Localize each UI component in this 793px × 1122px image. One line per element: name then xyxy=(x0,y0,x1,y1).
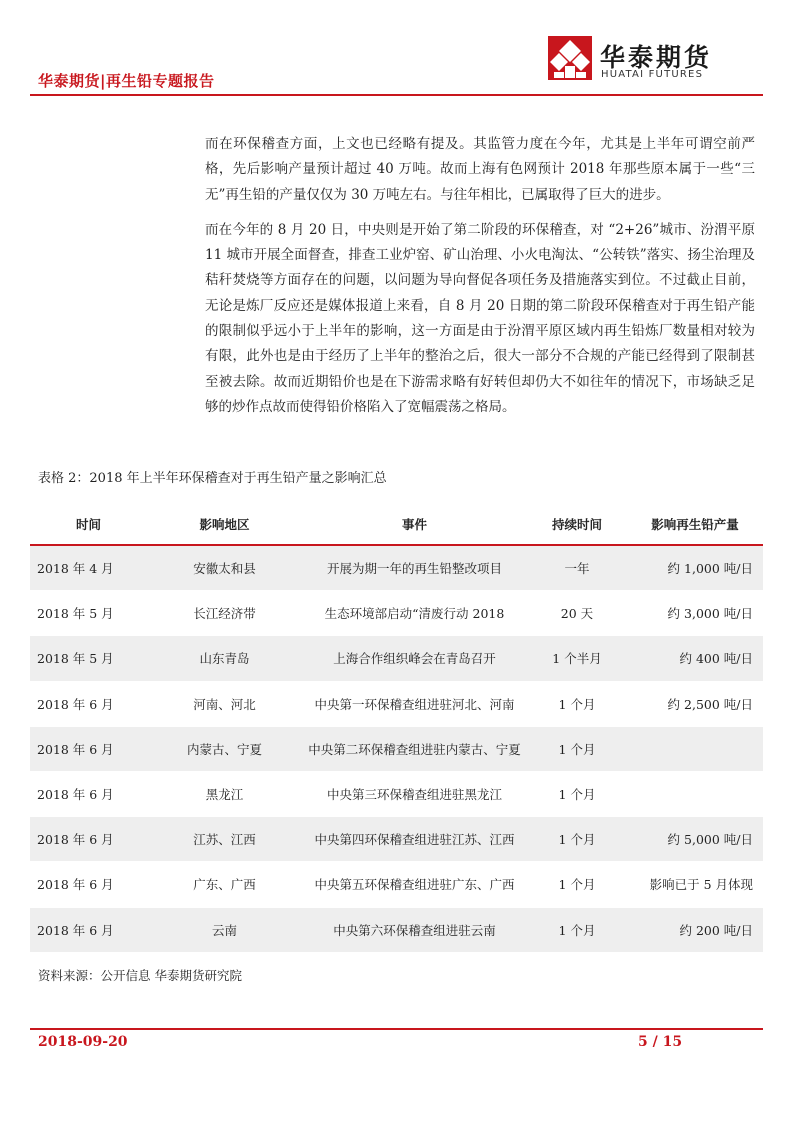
cell-region: 黑龙江 xyxy=(205,787,244,803)
table-row xyxy=(30,545,763,591)
data-source-note: 资料来源：公开信息 华泰期货研究院 xyxy=(38,968,242,983)
table-row xyxy=(30,862,763,907)
cell-duration: 1 个月 xyxy=(558,787,596,803)
cell-impact: 约 200 吨/日 xyxy=(679,922,753,938)
table-caption: 表格 2：2018 年上半年环保稽查对于再生铅产量之影响汇总 xyxy=(38,471,387,486)
report-header-title: 华泰期货|再生铅专题报告 xyxy=(38,72,215,90)
cell-time: 2018 年 5 月 xyxy=(37,606,114,622)
cell-duration: 1 个半月 xyxy=(552,651,602,667)
cell-event: 中央第二环保稽查组进驻内蒙古、宁夏 xyxy=(308,741,521,757)
cell-impact: 约 1,000 吨/日 xyxy=(667,561,753,577)
cell-region: 长江经济带 xyxy=(193,606,256,622)
cell-region: 安徽太和县 xyxy=(193,561,256,577)
cell-event: 中央第六环保稽查组进驻云南 xyxy=(333,922,496,938)
cell-time: 2018 年 6 月 xyxy=(37,832,114,848)
table-header-row xyxy=(30,503,763,545)
huatai-logo-icon xyxy=(548,36,592,80)
cell-region: 内蒙古、宁夏 xyxy=(186,741,262,757)
body-paragraph: 而在环保稽查方面，上文也已经略有提及。其监管力度在今年，尤其是上半年可谓空前严格，先后影响产量预计超过 40 万吨。故而上海有色网预计 2018 年那些原本属于一些“三无”再生铅的产量仅仅为 30 万吨左右。与往年相比，已属取得了巨大的进步。 xyxy=(205,136,755,203)
cell-event: 开展为期一年的再生铅整改项目 xyxy=(326,561,502,577)
cell-duration: 1 个月 xyxy=(558,922,596,938)
header-divider xyxy=(30,94,763,96)
cell-event: 中央第一环保稽查组进驻河北、河南 xyxy=(314,696,515,712)
cell-event: 中央第四环保稽查组进驻江苏、江西 xyxy=(314,832,515,848)
header-event: 事件 xyxy=(401,516,427,532)
cell-time: 2018 年 5 月 xyxy=(37,651,114,667)
cell-time: 2018 年 4 月 xyxy=(37,561,114,577)
cell-event: 生态环境部启动“清废行动 2018 xyxy=(324,606,505,622)
cell-duration: 1 个月 xyxy=(558,832,596,848)
footer-divider xyxy=(30,1028,763,1030)
page-number: 5 / 15 xyxy=(638,1034,683,1050)
cell-impact xyxy=(627,726,763,771)
footer-date: 2018-09-20 xyxy=(38,1034,128,1050)
cell-duration: 1 个月 xyxy=(558,877,596,893)
cell-region: 广东、广西 xyxy=(193,877,256,893)
cell-event: 中央第三环保稽查组进驻黑龙江 xyxy=(326,787,502,803)
cell-impact: 约 400 吨/日 xyxy=(679,651,753,667)
cell-region: 云南 xyxy=(211,922,237,938)
cell-time: 2018 年 6 月 xyxy=(37,877,114,893)
table-row xyxy=(30,681,763,726)
header-impact: 影响再生铅产量 xyxy=(651,516,739,532)
cell-duration: 一年 xyxy=(564,561,590,577)
company-logo xyxy=(548,36,758,86)
cell-region: 山东青岛 xyxy=(199,651,250,667)
cell-duration: 1 个月 xyxy=(558,696,596,712)
table-row xyxy=(30,817,763,862)
header-region: 影响地区 xyxy=(199,516,250,532)
cell-impact: 约 3,000 吨/日 xyxy=(667,606,753,622)
cell-event: 中央第五环保稽查组进驻广东、广西 xyxy=(314,877,515,893)
table-row xyxy=(30,591,763,636)
cell-duration: 20 天 xyxy=(560,606,594,622)
logo-english-name: HUATAI FUTURES xyxy=(601,69,704,80)
cell-impact: 影响已于 5 月体现 xyxy=(649,877,753,893)
cell-region: 河南、河北 xyxy=(193,696,256,712)
cell-event: 上海合作组织峰会在青岛召开 xyxy=(333,651,496,667)
report-body xyxy=(205,132,755,430)
cell-impact: 约 2,500 吨/日 xyxy=(667,696,753,712)
cell-time: 2018 年 6 月 xyxy=(37,787,114,803)
table-row xyxy=(30,771,763,816)
header-time: 时间 xyxy=(75,516,101,532)
logo-chinese-name: 华泰期货 xyxy=(600,43,713,72)
cell-impact xyxy=(627,771,763,816)
cell-time: 2018 年 6 月 xyxy=(37,696,114,712)
table-row xyxy=(30,907,763,952)
cell-duration: 1 个月 xyxy=(558,741,596,757)
cell-time: 2018 年 6 月 xyxy=(37,741,114,757)
cell-region: 江苏、江西 xyxy=(193,832,256,848)
header-duration: 持续时间 xyxy=(551,516,602,532)
impact-summary-table xyxy=(30,503,763,953)
table-row xyxy=(30,636,763,681)
cell-impact: 约 5,000 吨/日 xyxy=(667,832,753,848)
cell-time: 2018 年 6 月 xyxy=(37,922,114,938)
table-row xyxy=(30,726,763,771)
body-paragraph: 而在今年的 8 月 20 日，中央则是开始了第二阶段的环保稽查，对 “2+26”城市、汾渭平原 11 城市开展全面督查，排查工业炉窑、矿山治理、小火电淘汰、“公转铁”落实、扬尘治理及秸秆焚烧等方面存在的问题，以问题为导向督促各项任务及措施落实到位。不过截止目前，无论是炼厂反应还是媒体报道上来看，自 8 月 20 日期的第二阶段环保稽查对于再生铅产能的限制似乎远小于上半年的影响，这一方面是由于汾渭平原区域内再生铅炼厂数量相对较为有限，此外也是由于经历了上半年的整治之后，很大一部分不合规的产能已经得到了限制甚至被去除。故而近期铅价也是在下游需求略有好转但却仍大不如往年的情况下，市场缺乏足够的炒作点故而使得铅价格陷入了宽幅震荡之格局。 xyxy=(205,221,755,415)
